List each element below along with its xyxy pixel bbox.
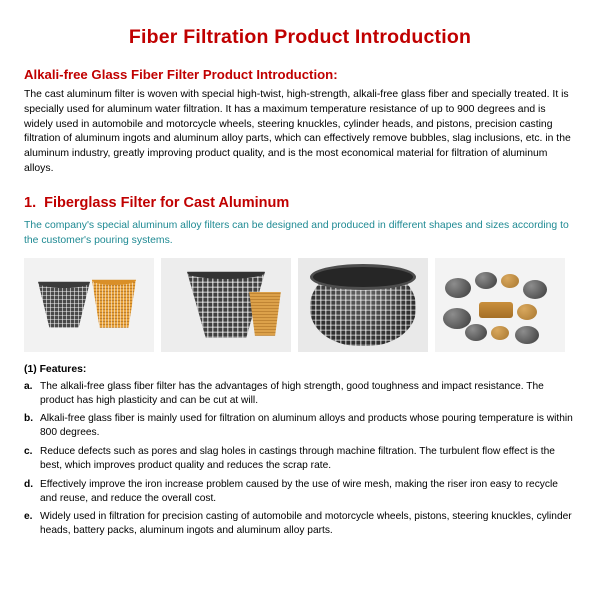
feature-marker: e. (24, 511, 33, 523)
small-orange-cone-shape (247, 292, 283, 336)
feature-item (24, 478, 576, 506)
filter-tube-shape (479, 302, 513, 318)
page-title: Fiber Filtration Product Introduction (128, 26, 472, 48)
features-label: (1) Features: (24, 363, 87, 375)
section-number: 1. (24, 194, 37, 211)
feature-marker: a. (24, 380, 33, 392)
filter-disc-shape (475, 272, 497, 289)
feature-marker: c. (24, 446, 33, 458)
orange-cone-filter-shape (90, 280, 138, 328)
section-note: The company's special aluminum alloy filters can be designed and produced in different shapes and sizes according to the customer's pouring systems. (24, 219, 569, 246)
feature-marker: b. (24, 413, 34, 425)
feature-item (24, 445, 576, 473)
intro-paragraph: The cast aluminum filter is woven with special high-twist, high-strength, alkali-free glass fiber and specially treated. It is specially used for aluminum water filtration. It has a maximum temperature resistance of up to 900 degrees and is widely used in automobile and motorcycle wheels, steering knuckles, cylinder heads, and pistons, precision casting filtration of aluminum ingots and aluminum alloy parts, which can effectively remove bubbles, slag inclusions, etc. in the aluminum industry, greatly improving product quality, and is the most economical material for filtration of aluminum alloys. (24, 89, 571, 174)
filter-disc-shape (465, 324, 487, 341)
feature-text: Alkali-free glass fiber is mainly used for filtration on aluminum alloys and products whose pouring temperature is within 800 degrees. (40, 413, 573, 439)
feature-item (24, 510, 576, 538)
filter-disc-shape (517, 304, 537, 320)
features-list (24, 380, 576, 539)
filter-disc-shape (445, 278, 471, 298)
filter-disc-shape (523, 280, 547, 299)
filter-disc-shape (501, 274, 519, 288)
product-photo-3 (298, 258, 428, 352)
section-heading-1 (24, 195, 576, 211)
feature-text: The alkali-free glass fiber filter has the advantages of high strength, good toughness and impact resistance. The product has high plasticity and can be cut at will. (40, 380, 544, 406)
feature-text: Widely used in filtration for precision casting of automobile and motorcycle wheels, pistons, steering knuckles, cylinder heads, battery packs, aluminum ingots and aluminum alloy parts. (40, 511, 572, 537)
filter-disc-shape (491, 326, 509, 340)
product-photo-2 (161, 258, 291, 352)
dark-cone-filter-shape (38, 282, 90, 328)
feature-item (24, 380, 576, 408)
mesh-bowl-rim-shape (310, 264, 416, 290)
feature-item (24, 412, 576, 440)
feature-marker: d. (24, 478, 34, 490)
filter-disc-shape (443, 308, 471, 329)
product-photo-1 (24, 258, 154, 352)
product-photo-4 (435, 258, 565, 352)
feature-text: Effectively improve the iron increase problem caused by the use of wire mesh, making the riser iron easy to recycle and reuse, and reduce the overall cost. (40, 478, 558, 504)
filter-disc-shape (515, 326, 539, 344)
intro-heading: Alkali-free Glass Fiber Filter Product Introduction: (24, 67, 338, 82)
feature-text: Reduce defects such as pores and slag holes in castings through machine filtration. The turbulent flow effect is the best, which improves product quality and reduces the scrap rate. (40, 446, 555, 472)
product-image-gallery (24, 258, 576, 352)
section-title: Fiberglass Filter for Cast Aluminum (44, 194, 290, 211)
